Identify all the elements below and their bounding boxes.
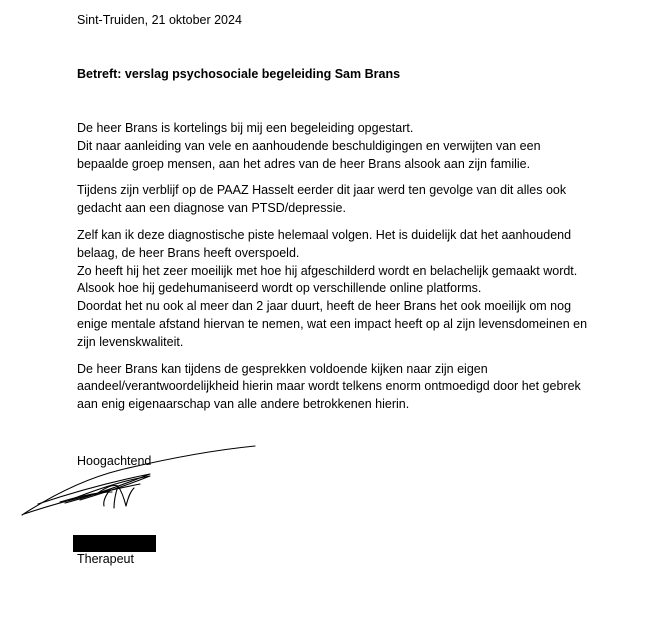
text-line: gedacht aan een diagnose van PTSD/depressie. [77, 201, 346, 216]
text-line: aandeel/verantwoordelijkheid hierin maar wordt telkens enorm ontmoedigd door het gebrek [77, 379, 581, 394]
handwritten-signature [0, 440, 270, 530]
letter-body [77, 120, 647, 423]
text-line: De heer Brans kan tijdens de gesprekken voldoende kijken naar zijn eigen [77, 361, 488, 376]
text-line: Zelf kan ik deze diagnostische piste helemaal volgen. Het is duidelijk dat het aanhoudend [77, 227, 572, 242]
text-line: Doordat het nu ook al meer dan 2 jaar duurt, heeft de heer Brans het ook moeilijk om nog [77, 299, 572, 314]
text-line: bepaalde groep mensen, aan het adres van de heer Brans alsook aan zijn familie. [77, 156, 531, 171]
text-line: Alsook hoe hij gedehumaniseerd wordt op verschillende online platforms. [77, 281, 482, 296]
text-line: Zo heeft hij het zeer moeilijk met hoe hij afgeschilderd wordt en belachelijk gemaakt wordt. [77, 263, 578, 278]
text-line: Tijdens zijn verblijf op de PAAZ Hasselt eerder dit jaar werd ten gevolge van dit alles ook [77, 183, 567, 198]
paragraph-diagnosis [77, 182, 647, 218]
date-line: Sint-Truiden, 21 oktober 2024 [77, 13, 242, 27]
text-line: De heer Brans is kortelings bij mij een begeleiding opgestart. [77, 121, 414, 135]
text-line: Dit naar aanleiding van vele en aanhoudende beschuldigingen en verwijten van een [77, 138, 541, 153]
paragraph-intro [77, 120, 647, 173]
subject-line: Betreft: verslag psychosociale begeleiding Sam Brans [77, 67, 401, 81]
text-line: enige mentale afstand hiervan te nemen, wat een impact heeft op al zijn levensdomeinen en [77, 316, 588, 331]
text-line: belaag, de heer Brans heeft overspoeld. [77, 245, 300, 260]
closing-salutation: Hoogachtend [77, 454, 152, 468]
text-line: aan enig eigenaarschap van alle andere betrokkenen hierin. [77, 397, 410, 412]
paragraph-conclusion [77, 361, 647, 414]
paragraph-assessment [77, 227, 647, 352]
text-line: zijn levenskwaliteit. [77, 334, 184, 349]
redacted-name-bar [73, 535, 156, 552]
signer-role: Therapeut [77, 552, 134, 566]
